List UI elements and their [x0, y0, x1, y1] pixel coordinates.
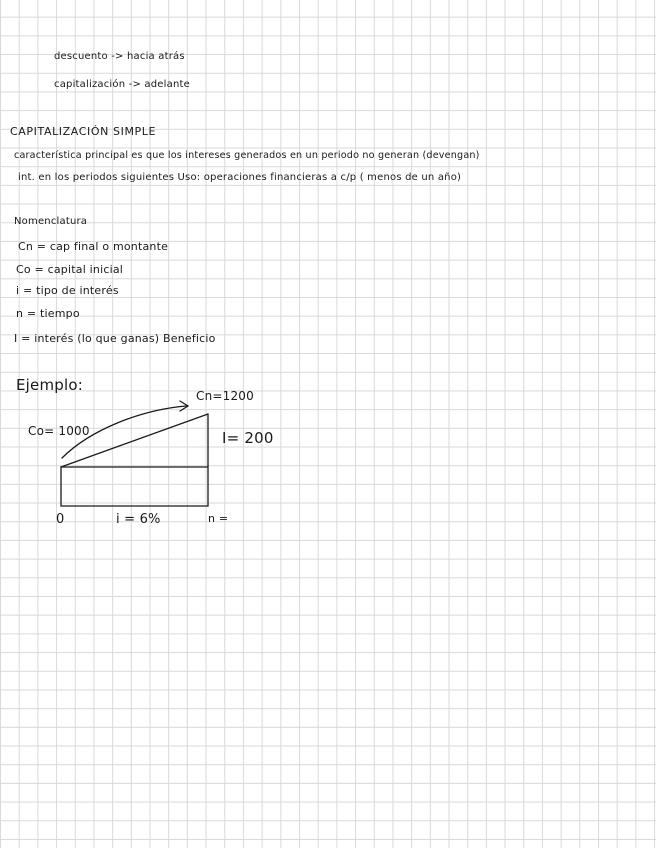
example-title: Ejemplo: [16, 376, 84, 394]
nomenclature-item-co: Co = capital inicial [16, 263, 124, 276]
nomenclature-item-i: i = tipo de interés [16, 284, 119, 297]
nomenclature-title: Nomenclatura [14, 216, 88, 227]
paragraph-line-1: característica principal es que los intereses generados en un periodo no generan (devengan) [14, 150, 480, 161]
label-co: Co= 1000 [28, 424, 90, 438]
paragraph-line-2: int. en los periodos siguientes Uso: operaciones financieras a c/p ( menos de un año) [18, 172, 462, 183]
note-descuento: descuento -> hacia atrás [54, 51, 185, 62]
section-heading: CAPITALIZACIÓN SIMPLE [10, 125, 157, 138]
label-cn: Cn=1200 [196, 389, 254, 403]
nomenclature-item-interest: I = interés (lo que ganas) Beneficio [14, 332, 216, 345]
label-n: n = [208, 512, 229, 525]
label-zero: 0 [56, 512, 65, 527]
growth-arrow [62, 406, 186, 458]
nomenclature-item-n: n = tiempo [16, 307, 80, 320]
label-rate: i = 6% [116, 512, 161, 527]
nomenclature-item-cn: Cn = cap final o montante [18, 240, 169, 253]
label-interest: I= 200 [222, 429, 274, 447]
note-capitalizacion: capitalización -> adelante [54, 79, 190, 90]
